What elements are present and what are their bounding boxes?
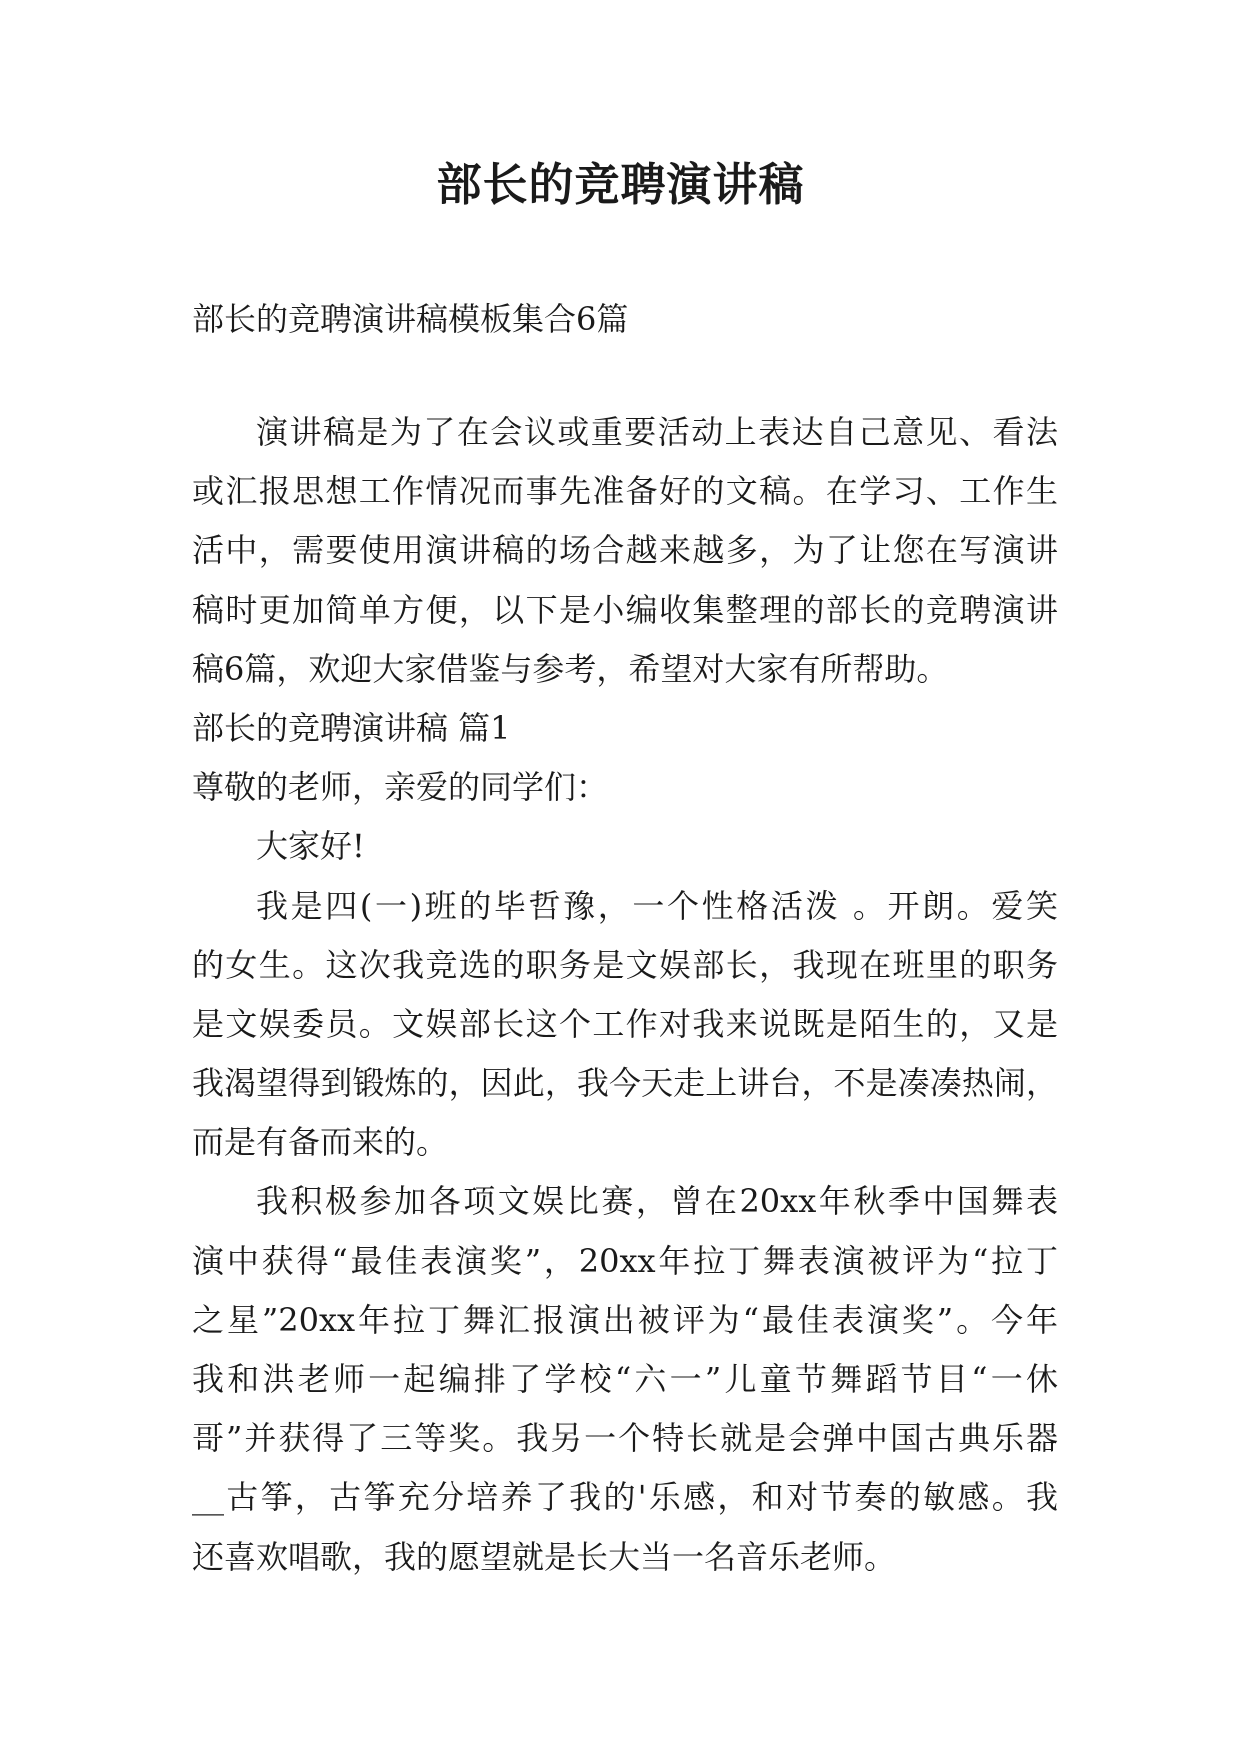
- document-title: 部长的竞聘演讲稿: [436, 158, 805, 211]
- text-line: 稿6篇，欢迎大家借鉴与参考，希望对大家有所帮助。: [192, 649, 949, 688]
- text-line: 我积极参加各项文娱比赛，曾在20xx年秋季中国舞表: [256, 1182, 1058, 1221]
- text-line: 我和洪老师一起编排了学校“六一”儿童节舞蹈节目“一休: [192, 1360, 1058, 1398]
- text-line: 而是有备而来的。: [192, 1123, 449, 1162]
- document-subtitle: 部长的竞聘演讲稿模板集合6篇: [192, 300, 629, 338]
- text-line: 活中，需要使用演讲稿的场合越来越多，为了让您在写演讲: [192, 531, 1058, 570]
- greeting: 大家好!: [256, 827, 365, 866]
- text-line: 或汇报思想工作情况而事先准备好的文稿。在学习、工作生: [192, 472, 1058, 511]
- body-paragraph-1: [192, 877, 1058, 1173]
- section-heading: 部长的竞聘演讲稿 篇1: [192, 708, 511, 747]
- intro-paragraph: [192, 403, 1058, 699]
- text-line: 演讲稿是为了在会议或重要活动上表达自己意见、看法: [256, 413, 1058, 451]
- text-line: __古筝，古筝充分培养了我的'乐感，和对节奏的敏感。我: [192, 1478, 1058, 1517]
- text-line: 还喜欢唱歌，我的愿望就是长大当一名音乐老师。: [192, 1537, 897, 1576]
- text-line: 我是四(一)班的毕哲豫，一个性格活泼 。开朗。爱笑: [256, 886, 1058, 925]
- text-line: 哥”并获得了三等奖。我另一个特长就是会弹中国古典乐器: [192, 1419, 1058, 1458]
- text-line: 演中获得“最佳表演奖”，20xx年拉丁舞表演被评为“拉丁: [192, 1241, 1058, 1280]
- text-line: 是文娱委员。文娱部长这个工作对我来说既是陌生的，又是: [192, 1004, 1058, 1043]
- salutation: 尊敬的老师，亲爱的同学们：: [192, 768, 609, 807]
- document-body: [192, 403, 1058, 1587]
- text-line: 的女生。这次我竞选的职务是文娱部长，我现在班里的职务: [192, 945, 1058, 984]
- body-paragraph-2: [192, 1172, 1058, 1586]
- text-line: 我渴望得到锻炼的，因此，我今天走上讲台，不是凑凑热闹，: [192, 1064, 1058, 1103]
- text-line: 之星”20xx年拉丁舞汇报演出被评为“最佳表演奖”。今年: [192, 1300, 1058, 1339]
- text-line: 稿时更加简单方便，以下是小编收集整理的部长的竞聘演讲: [192, 590, 1058, 629]
